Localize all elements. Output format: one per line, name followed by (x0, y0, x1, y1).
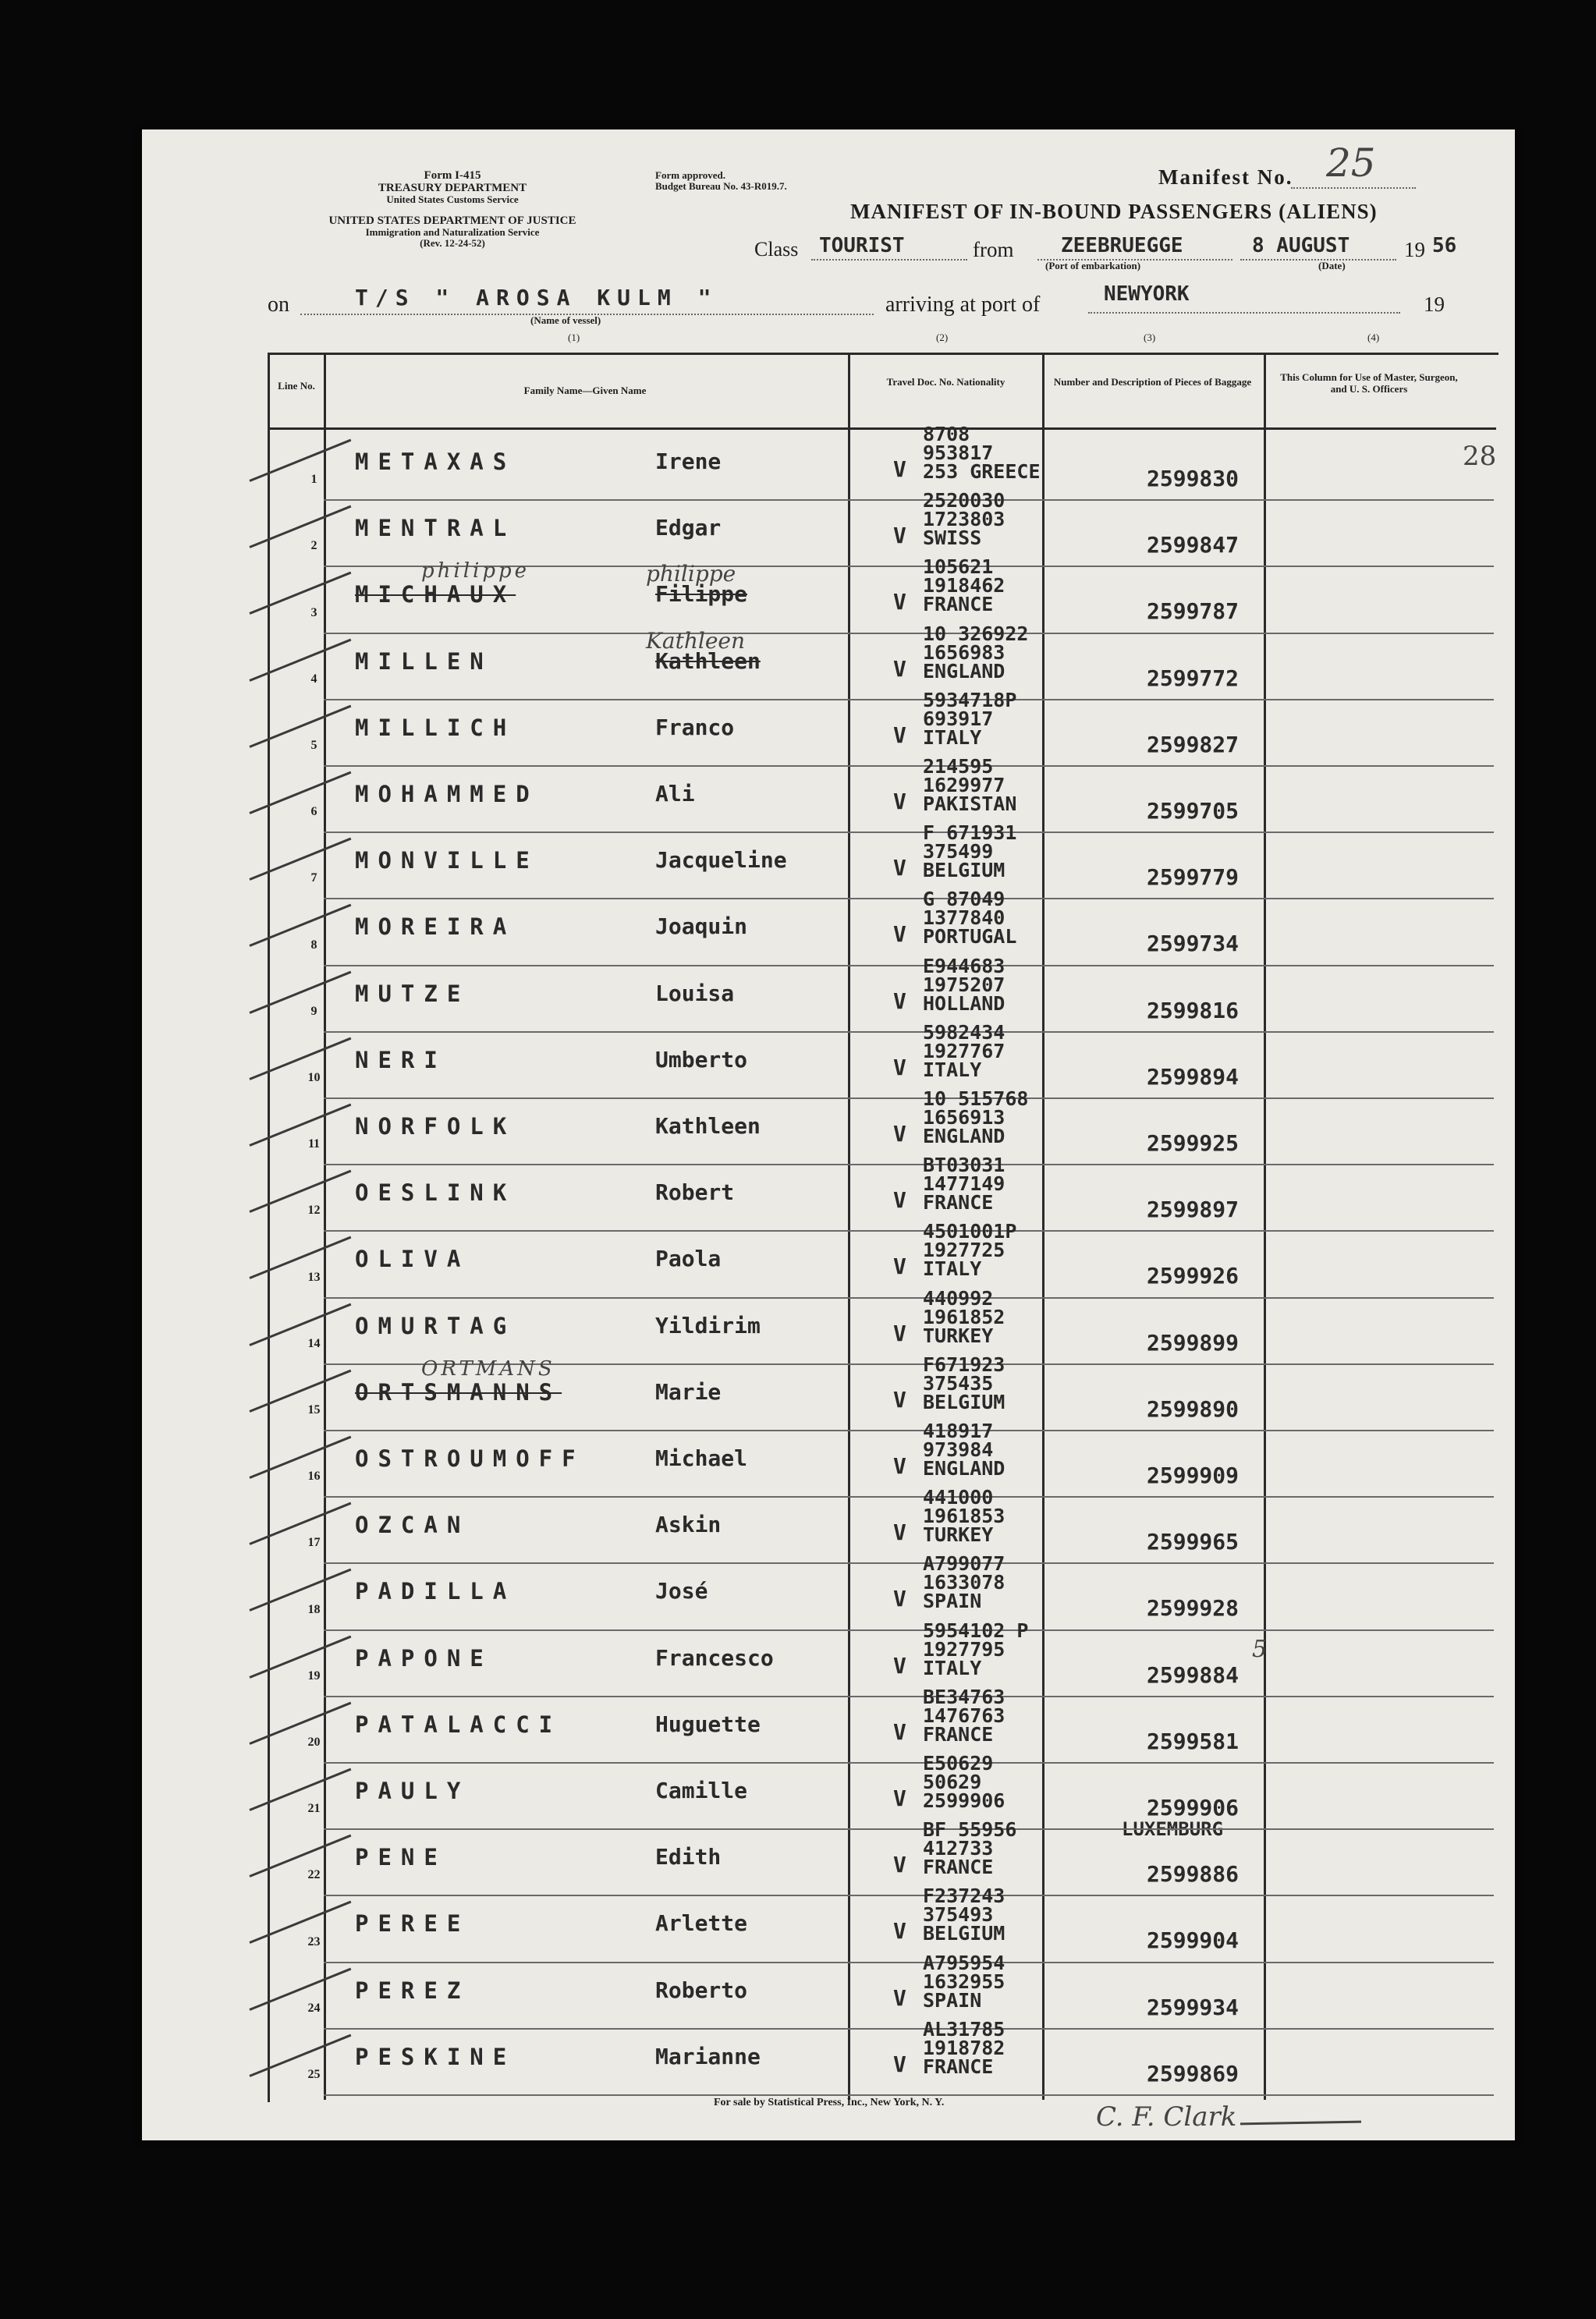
header-line-no: Line No. (278, 380, 315, 392)
family-name: MOREIRA (355, 913, 516, 941)
visa-mark: V (893, 1586, 906, 1612)
col-mark-4: (4) (1367, 332, 1380, 343)
travel-doc: AL31785 1918782 FRANCE (923, 2017, 1005, 2078)
family-name: MILLICH (355, 714, 516, 741)
given-name: Kathleen (655, 647, 761, 674)
travel-doc: A795954 1632955 SPAIN (923, 1951, 1005, 2012)
class-label: Class (754, 238, 799, 261)
visa-mark: V (893, 1718, 906, 1745)
travel-doc: 214595 1629977 PAKISTAN (923, 755, 1017, 815)
arrival-port: NEWYORK (1104, 282, 1190, 306)
given-name: Joaquin (655, 913, 748, 940)
given-name: Franco (655, 714, 735, 740)
given-name: Edith (655, 1844, 722, 1870)
given-name: Camille (655, 1778, 748, 1803)
visa-mark: V (893, 1253, 906, 1280)
line-number: 5 (310, 739, 317, 752)
date-value: 8 AUGUST (1252, 234, 1350, 257)
page-count-note: 28 (1463, 441, 1497, 472)
line-number: 19 (307, 1668, 321, 1683)
family-name: OZCAN (355, 1512, 470, 1539)
baggage-number: 2599827 (1147, 731, 1240, 757)
manifest-title: MANIFEST OF IN-BOUND PASSENGERS (ALIENS) (850, 200, 1378, 223)
visa-mark: V (893, 1187, 906, 1214)
visa-mark: V (893, 655, 906, 682)
baggage-number: 2599830 (1147, 466, 1240, 491)
given-name: Kathleen (655, 1113, 761, 1139)
baggage-number: 2599869 (1147, 2060, 1240, 2087)
baggage-number: 2599705 (1147, 798, 1240, 824)
visa-mark: V (893, 589, 906, 615)
travel-doc: A799077 1633078 SPAIN (923, 1552, 1005, 1613)
baggage-number: 2599787 (1147, 598, 1240, 625)
visa-mark: V (893, 921, 906, 948)
year-prefix: 19 (1404, 238, 1425, 261)
header-officers: This Column for Use of Master, Surgeon, and U. S. Officers (1280, 371, 1458, 395)
line-number: 1 (310, 473, 317, 487)
table-row (268, 1828, 1496, 1895)
year-suffix: 56 (1432, 234, 1457, 257)
header-baggage: Number and Description of Pieces of Baggage (1053, 376, 1252, 388)
form-id-block (273, 169, 632, 249)
baggage-number: 2599884 (1147, 1661, 1240, 1688)
travel-doc: 4501001P 1927725 ITALY (923, 1220, 1017, 1281)
given-name: Filippe (655, 581, 748, 608)
date-caption: (Date) (1318, 260, 1346, 271)
family-name: NERI (355, 1046, 447, 1073)
baggage-number: 2599847 (1147, 532, 1240, 558)
family-name: PENE (355, 1844, 447, 1871)
visa-mark: V (893, 523, 906, 549)
family-name: PESKINE (355, 2043, 516, 2070)
line-number: 6 (310, 805, 317, 819)
visa-mark: V (893, 1852, 906, 1878)
baggage-number: 2599779 (1147, 864, 1240, 891)
line-number: 18 (307, 1602, 321, 1616)
class-underline (811, 259, 967, 261)
visa-mark: V (893, 456, 906, 482)
given-name: Robert (655, 1179, 735, 1206)
family-name: NORFOLK (355, 1113, 516, 1140)
given-name: Francesco (655, 1644, 774, 1671)
baggage-number: 2599886 (1147, 1861, 1240, 1888)
given-correction: philippe (646, 561, 736, 587)
col-mark-3: (3) (1144, 332, 1156, 343)
approval-block (655, 170, 787, 192)
header-bottom-rule (268, 427, 1496, 430)
vessel-caption: (Name of vessel) (530, 314, 601, 326)
travel-doc: 10 326922 1656983 ENGLAND (923, 622, 1029, 683)
port-embarkation-caption: (Port of embarkation) (1045, 260, 1141, 271)
justice-dept: UNITED STATES DEPARTMENT OF JUSTICE (328, 215, 576, 227)
given-name: Yildirim (655, 1312, 761, 1339)
travel-doc: 2520030 1723803 SWISS (923, 489, 1005, 550)
visa-mark: V (893, 855, 906, 881)
line-number: 20 (307, 1736, 321, 1749)
family-name: PAULY (355, 1778, 470, 1804)
baggage-number: 2599906 (1147, 1795, 1240, 1821)
given-name: Umberto (655, 1046, 748, 1073)
given-name: Askin (655, 1512, 722, 1538)
family-name: MONVILLE (355, 847, 539, 874)
signature: C. F. Clark (1096, 2101, 1237, 2133)
visa-mark: V (893, 1386, 906, 1413)
budget-bureau: Budget Bureau No. 43-R019.7. (655, 180, 787, 192)
line-number: 4 (310, 672, 317, 686)
header-name: Family Name—Given Name (523, 385, 647, 396)
class-value: TOURIST (819, 234, 905, 257)
given-correction: Kathleen (646, 627, 746, 654)
baggage-number: 2599965 (1147, 1529, 1240, 1555)
line-number: 12 (307, 1204, 321, 1218)
given-name: Paola (655, 1246, 722, 1272)
given-name: Jacqueline (655, 847, 787, 874)
baggage-number: 2599899 (1147, 1329, 1240, 1356)
manifest-no-value: 25 (1326, 140, 1376, 186)
arrival-year: 19 (1424, 293, 1445, 316)
travel-doc: BT03031 1477149 FRANCE (923, 1154, 1005, 1214)
form-number: Form I-415 (424, 169, 481, 182)
family-name: OSTROUMOFF (355, 1445, 585, 1472)
baggage-number: 2599734 (1147, 931, 1240, 957)
col-mark-1: (1) (568, 332, 580, 343)
family-name: PAPONE (355, 1644, 493, 1672)
form-approved: Form approved. (655, 169, 726, 181)
family-name: MUTZE (355, 980, 470, 1007)
line-number: 3 (310, 605, 317, 619)
line-number: 17 (307, 1536, 321, 1550)
visa-mark: V (893, 1121, 906, 1147)
given-name: José (655, 1578, 708, 1605)
travel-doc: 10 515768 1656913 ENGLAND (923, 1087, 1029, 1147)
family-name: MENTRAL (355, 515, 516, 542)
given-name: Huguette (655, 1711, 761, 1737)
on-label: on (268, 293, 289, 317)
given-name: Irene (655, 449, 722, 474)
line-number: 16 (307, 1470, 321, 1484)
baggage-number: 2599928 (1147, 1595, 1240, 1622)
travel-doc: E944683 1975207 HOLLAND (923, 954, 1005, 1015)
visa-mark: V (893, 1785, 906, 1811)
line-number: 15 (307, 1403, 321, 1417)
travel-doc: F671923 375435 BELGIUM (923, 1353, 1005, 1413)
arrival-port-underline (1088, 312, 1400, 314)
baggage-note: 5 (1252, 1635, 1268, 1663)
manifest-no-label: Manifest No. (1158, 165, 1293, 189)
visa-mark: V (893, 1519, 906, 1546)
baggage-number: 2599904 (1147, 1927, 1240, 1954)
family-name: ORTSMANNS (355, 1378, 562, 1406)
travel-doc: 441000 1961853 TURKEY (923, 1486, 1005, 1547)
family-name: PEREE (355, 1910, 470, 1938)
baggage-number: 2599772 (1147, 665, 1240, 691)
baggage-number: 2599934 (1147, 1994, 1240, 2020)
travel-doc: E50629 50629 2599906 (923, 1752, 1005, 1812)
line-number: 23 (307, 1934, 321, 1948)
family-name: MOHAMMED (355, 781, 539, 807)
line-number: 22 (307, 1868, 321, 1882)
visa-mark: V (893, 722, 906, 748)
visa-mark: V (893, 1984, 906, 2011)
line-number: 7 (310, 871, 317, 885)
given-name: Marie (655, 1378, 722, 1405)
line-number: 11 (307, 1137, 321, 1151)
visa-mark: V (893, 2051, 906, 2077)
travel-doc: F237243 375493 BELGIUM (923, 1885, 1005, 1945)
visa-mark: V (893, 1320, 906, 1346)
family-name: PEREZ (355, 1977, 470, 2004)
travel-doc: 5934718P 693917 ITALY (923, 688, 1017, 749)
travel-doc: 418917 973984 ENGLAND (923, 1420, 1005, 1480)
revision: (Rev. 12-24-52) (420, 237, 485, 249)
given-name: Michael (655, 1445, 748, 1471)
family-name: PATALACCI (355, 1711, 562, 1738)
travel-doc: 8708 953817 253 GREECE (923, 423, 1041, 483)
baggage-number: 2599581 (1147, 1728, 1240, 1754)
travel-doc: 440992 1961852 TURKEY (923, 1286, 1005, 1347)
line-number: 13 (307, 1270, 321, 1284)
travel-doc: BE34763 1476763 FRANCE (923, 1685, 1005, 1746)
travel-doc: F 671931 375499 BELGIUM (923, 821, 1017, 882)
visa-mark: V (893, 789, 906, 814)
line-number: 2 (310, 539, 317, 553)
baggage-number: 2599926 (1147, 1263, 1240, 1289)
baggage-note: LUXEMBURG (1122, 1818, 1224, 1840)
travel-doc: 5954102 P 1927795 ITALY (923, 1619, 1029, 1679)
visa-mark: V (893, 1918, 906, 1945)
header-travel-doc: Travel Doc. No. Nationality (886, 376, 1005, 388)
family-name: OESLINK (355, 1179, 516, 1207)
row-divider (324, 2094, 1494, 2096)
visa-mark: V (893, 1453, 906, 1479)
family-name: MICHAUX (355, 581, 516, 608)
line-number: 25 (307, 2068, 321, 2081)
vessel-name: T/S " AROSA KULM " (355, 285, 718, 310)
baggage-number: 2599890 (1147, 1395, 1240, 1422)
footer-print: For sale by Statistical Press, Inc., New York, N. Y. (714, 2097, 945, 2108)
family-name: METAXAS (355, 449, 516, 475)
family-name: PADILLA (355, 1578, 516, 1605)
visa-mark: V (893, 988, 906, 1014)
arriving-label: arriving at port of (885, 293, 1041, 317)
line-number: 24 (307, 2001, 321, 2015)
from-label: from (973, 238, 1014, 261)
travel-doc: G 87049 1377840 PORTUGAL (923, 888, 1017, 949)
line-number: 21 (307, 1802, 321, 1816)
ins: Immigration and Naturalization Service (365, 226, 540, 238)
treasury-dept: TREASURY DEPARTMENT (378, 182, 527, 194)
family-correction: philippe (421, 559, 530, 583)
line-number: 8 (310, 938, 317, 952)
port-embarkation: ZEEBRUEGGE (1061, 234, 1183, 257)
baggage-number: 2599894 (1147, 1063, 1240, 1090)
line-number: 14 (307, 1336, 321, 1350)
given-name: Edgar (655, 515, 722, 541)
given-name: Louisa (655, 980, 735, 1006)
customs-service: United States Customs Service (386, 193, 519, 205)
given-name: Ali (655, 781, 695, 807)
travel-doc: 105621 1918462 FRANCE (923, 555, 1005, 616)
line-number: 9 (310, 1004, 317, 1018)
visa-mark: V (893, 1054, 906, 1080)
family-name: MILLEN (355, 647, 493, 675)
baggage-number: 2599925 (1147, 1130, 1240, 1156)
baggage-number: 2599909 (1147, 1463, 1240, 1488)
given-name: Arlette (655, 1910, 748, 1937)
given-name: Roberto (655, 1977, 748, 2003)
visa-mark: V (893, 1652, 906, 1679)
given-name: Marianne (655, 2043, 761, 2069)
family-name: OLIVA (355, 1246, 470, 1273)
baggage-number: 2599897 (1147, 1197, 1240, 1223)
baggage-number: 2599816 (1147, 997, 1240, 1023)
col-mark-2: (2) (936, 332, 949, 343)
travel-doc: 5982434 1927767 ITALY (923, 1020, 1005, 1081)
manifest-no-underline (1291, 187, 1416, 189)
family-name: OMURTAG (355, 1312, 516, 1339)
line-number: 10 (307, 1071, 321, 1084)
table-row (268, 1031, 1496, 1097)
travel-doc: BF 55956 412733 FRANCE (923, 1818, 1017, 1879)
family-correction: ORTMANS (421, 1356, 555, 1381)
